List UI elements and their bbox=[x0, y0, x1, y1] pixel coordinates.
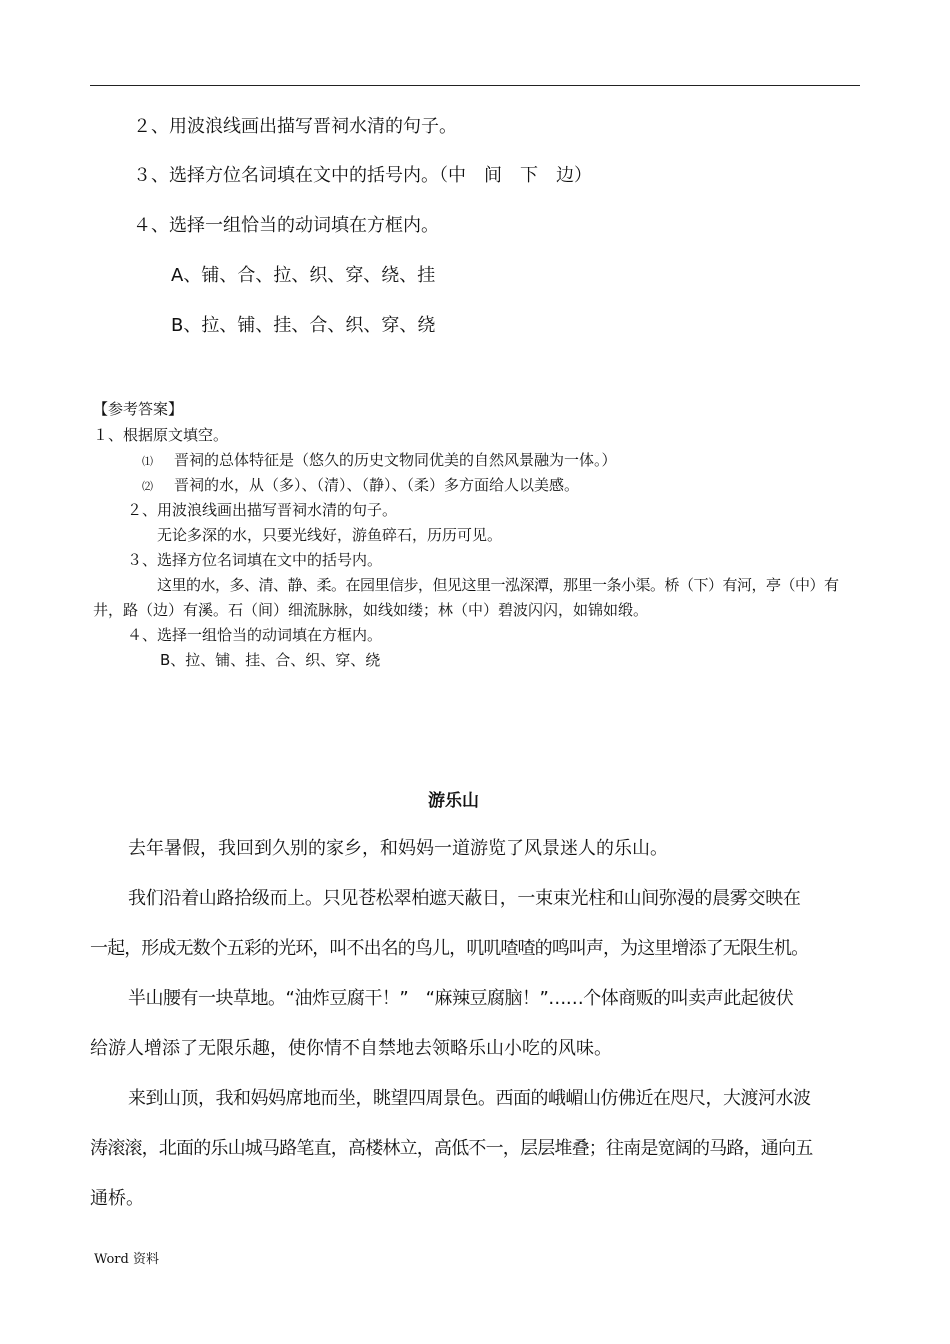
essay-line: 一起，形成无数个五彩的光环，叫不出名的鸟儿，叽叽喳喳的鸣叫声，为这里增添了无限生机。 bbox=[90, 938, 809, 959]
answer-3-text-1: 这里的水，多、清、静、柔。在园里信步，但见这里一泓深潭，那里一条小渠。桥（下）有河，亭（中）有 bbox=[157, 576, 839, 594]
essay-line: 半山腰有一块草地。“油炸豆腐干！” “麻辣豆腐脑！”……个体商贩的叫卖声此起彼伏 bbox=[128, 988, 794, 1009]
answer-4-text: B、拉、铺、挂、合、织、穿、绕 bbox=[160, 651, 381, 669]
answer-1-2 bbox=[142, 474, 579, 495]
option-a: A、铺、合、拉、织、穿、绕、挂 bbox=[171, 265, 436, 286]
essay-line: 我们沿着山路拾级而上。只见苍松翠柏遮天蔽日，一束束光柱和山间弥漫的晨雾交映在 bbox=[128, 888, 801, 909]
header-rule bbox=[90, 85, 860, 86]
footer-label: Word 资料 bbox=[94, 1252, 159, 1267]
question-2: ２、用波浪线画出描写晋祠水清的句子。 bbox=[133, 116, 457, 137]
option-b: B、拉、铺、挂、合、织、穿、绕 bbox=[171, 315, 436, 336]
answer-2: ２、用波浪线画出描写晋祠水清的句子。 bbox=[127, 501, 398, 519]
essay-line: 给游人增添了无限乐趣，使你情不自禁地去领略乐山小吃的风味。 bbox=[90, 1038, 612, 1059]
essay-line: 去年暑假，我回到久别的家乡，和妈妈一道游览了风景迷人的乐山。 bbox=[128, 838, 668, 859]
answer-1-2-text: 晋祠的水，从（多）、（清）、（静）、（柔）多方面给人以美感。 bbox=[174, 476, 580, 494]
answer-1: １、根据原文填空。 bbox=[93, 426, 229, 444]
item-number: ⑴ bbox=[142, 455, 153, 468]
essay-line: 通桥。 bbox=[90, 1188, 144, 1209]
answer-3: ３、选择方位名词填在文中的括号内。 bbox=[127, 551, 383, 569]
answer-1-1-text: 晋祠的总体特征是（悠久的历史文物同优美的自然风景融为一体。） bbox=[174, 451, 617, 469]
essay-line: 来到山顶，我和妈妈席地而坐，眺望四周景色。西面的峨嵋山仿佛近在咫尺，大渡河水波 bbox=[128, 1088, 811, 1109]
answer-1-1 bbox=[142, 449, 617, 470]
item-number: ⑵ bbox=[142, 480, 153, 493]
answer-4: ４、选择一组恰当的动词填在方框内。 bbox=[127, 626, 383, 644]
essay-line: 涛滚滚，北面的乐山城马路笔直，高楼林立，高低不一，层层堆叠；往南是宽阔的马路，通向五 bbox=[90, 1138, 813, 1159]
answer-2-text: 无论多深的水，只要光线好，游鱼碎石，历历可见。 bbox=[157, 526, 503, 544]
essay-title: 游乐山 bbox=[428, 791, 479, 811]
answers-heading: 【参考答案】 bbox=[93, 400, 184, 418]
question-3: ３、选择方位名词填在文中的括号内。（中 间 下 边） bbox=[133, 165, 592, 186]
answer-3-text-2: 井，路（边）有溪。石（间）细流脉脉，如线如缕；林（中）碧波闪闪，如锦如缎。 bbox=[93, 601, 649, 619]
question-4: ４、选择一组恰当的动词填在方框内。 bbox=[133, 215, 439, 236]
